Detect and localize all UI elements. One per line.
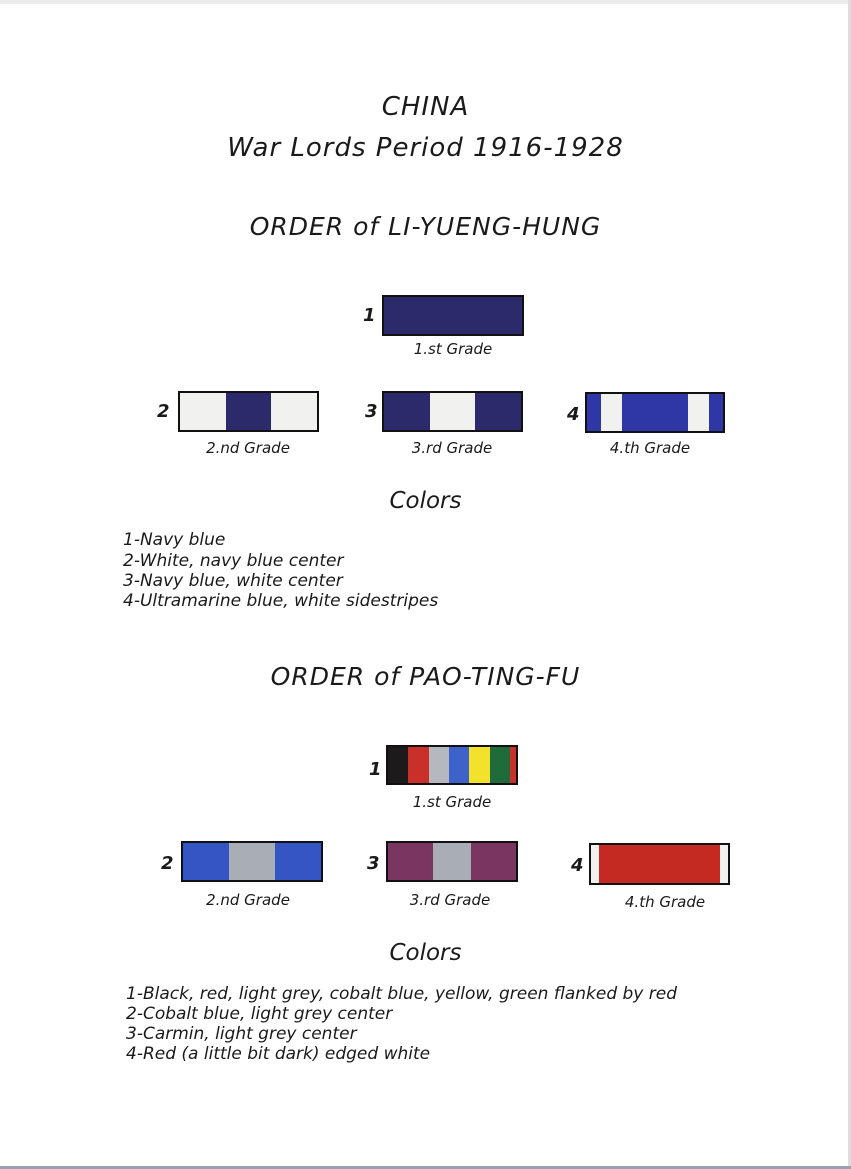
ribbon-number: 1	[363, 305, 376, 326]
ribbon-number: 3	[365, 401, 378, 422]
ribbon-stripe	[475, 393, 521, 430]
ribbon-stripe	[591, 845, 599, 883]
ribbon-stripe	[599, 845, 720, 883]
ribbon-stripe	[622, 394, 687, 431]
ribbon-stripe	[180, 393, 226, 430]
ribbon-stripe	[688, 394, 710, 431]
ribbon-caption: 2.nd Grade	[206, 439, 290, 457]
ribbon-stripe	[226, 393, 272, 430]
ribbon-number: 2	[157, 401, 170, 422]
ribbon-caption: 1.st Grade	[412, 793, 492, 811]
ribbon-li-grade-4	[585, 392, 725, 433]
ribbon-stripe	[433, 843, 471, 880]
ribbon-stripe	[469, 747, 489, 783]
ribbon-number: 4	[567, 404, 580, 425]
ribbon-number: 3	[367, 853, 380, 874]
color-legend-line: 1-Navy blue	[123, 530, 226, 550]
ribbon-stripe	[408, 747, 428, 783]
ribbon-stripe	[384, 393, 430, 430]
ribbon-number: 1	[369, 759, 382, 780]
ribbon-caption: 1.st Grade	[413, 340, 493, 358]
ribbon-stripe	[471, 843, 516, 880]
ribbon-stripe	[720, 845, 728, 883]
ribbon-stripe	[510, 747, 516, 783]
ribbon-stripe	[384, 297, 522, 334]
color-legend-line: 2-Cobalt blue, light grey center	[126, 1004, 393, 1024]
ribbon-stripe	[430, 393, 476, 430]
ribbon-stripe	[429, 747, 449, 783]
order-title-li-yueng-hung: ORDER of LI-YUENG-HUNG	[249, 212, 602, 241]
order-title-pao-ting-fu: ORDER of PAO-TING-FU	[270, 662, 581, 691]
ribbon-stripe	[388, 747, 408, 783]
ribbon-stripe	[388, 843, 433, 880]
colors-heading: Colors	[389, 488, 462, 514]
color-legend-line: 2-White, navy blue center	[123, 551, 344, 571]
colors-heading: Colors	[389, 940, 462, 966]
period-heading: War Lords Period 1916-1928	[227, 133, 624, 163]
ribbon-stripe	[271, 393, 317, 430]
ribbon-caption: 4.th Grade	[609, 439, 691, 457]
ribbon-pao-grade-3	[386, 841, 518, 882]
ribbon-stripe	[229, 843, 275, 880]
ribbon-pao-grade-4	[589, 843, 730, 885]
ribbon-stripe	[490, 747, 510, 783]
country-heading: CHINA	[381, 92, 470, 122]
color-legend-line: 4-Ultramarine blue, white sidestripes	[123, 591, 439, 611]
ribbon-number: 2	[161, 853, 174, 874]
scan-edge-top	[0, 0, 851, 4]
ribbon-stripe	[709, 394, 723, 431]
ribbon-li-grade-1	[382, 295, 524, 336]
ribbon-caption: 2.nd Grade	[206, 891, 290, 909]
color-legend-line: 3-Navy blue, white center	[123, 571, 343, 591]
color-legend-line: 4-Red (a little bit dark) edged white	[126, 1044, 431, 1064]
ribbon-stripe	[183, 843, 229, 880]
ribbon-number: 4	[571, 855, 584, 876]
ribbon-stripe	[601, 394, 623, 431]
ribbon-caption: 3.rd Grade	[409, 891, 491, 909]
ribbon-stripe	[449, 747, 469, 783]
color-legend-line: 3-Carmin, light grey center	[126, 1024, 357, 1044]
ribbon-pao-grade-1	[386, 745, 518, 785]
ribbon-li-grade-3	[382, 391, 523, 432]
ribbon-caption: 3.rd Grade	[411, 439, 493, 457]
ribbon-caption: 4.th Grade	[624, 893, 706, 911]
ribbon-li-grade-2	[178, 391, 319, 432]
ribbon-stripe	[275, 843, 321, 880]
ribbon-stripe	[587, 394, 601, 431]
color-legend-line: 1-Black, red, light grey, cobalt blue, yellow, green flanked by red	[126, 984, 678, 1004]
ribbon-pao-grade-2	[181, 841, 323, 882]
